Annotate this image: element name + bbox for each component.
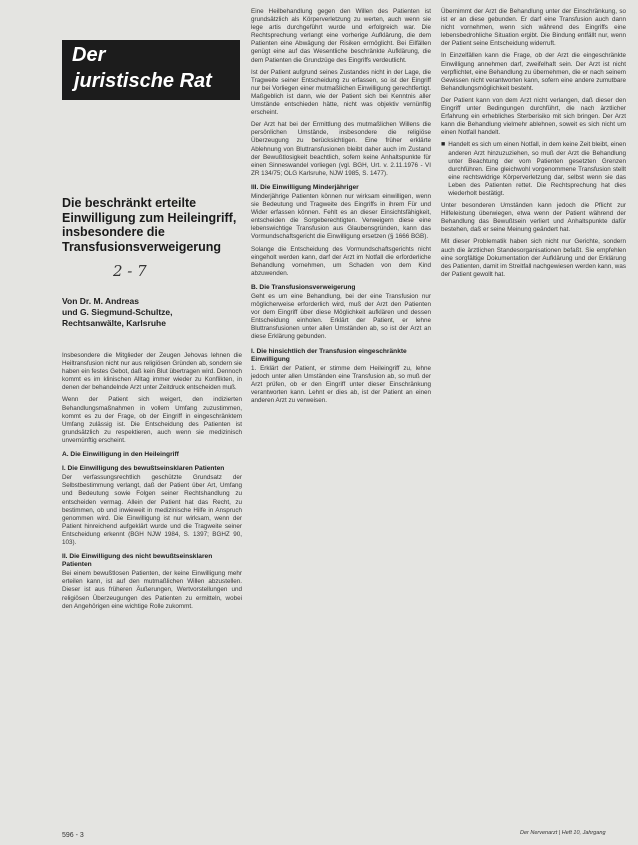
intro-paragraph: Wenn der Patient sich weigert, den indizierten Behandlungsmaßnahmen in vollem Umfang zuzustimmen, kommt es zu der Frage, ob der Eingriff in eingeschränktem Umfang zulässig ist. Die Entscheidung des Patienten ist grundsätzlich zu respektieren, auch wenn sie medizinisch unvernünftig erscheint. <box>62 396 242 444</box>
subsection-heading: III. Die Einwilligung Minderjähriger <box>251 183 359 191</box>
body-paragraph: Geht es um eine Behandlung, bei der eine Transfusion nur möglicherweise erforderlich wird, muß der Arzt den Patienten vor dem Eingriff über diese Möglichkeit aufklären und dessen Entscheidung einholen. Erklärt der Patient, er lehne Bluttransfusionen unter allen Umständen ab, so ist der Arzt an diese Erklärung gebunden. <box>251 293 431 341</box>
body-paragraph: Bei einem bewußtlosen Patienten, der keine Einwilligung mehr erteilen kann, ist auf den mutmaßlichen Willen abzustellen. Dieser ist aus früheren Äußerungen, Wertvorstellungen und religiösen Überzeugungen des Patienten zu ermitteln, wobei den Angehörigen eine wichtige Rolle zukommt. <box>62 570 242 610</box>
bullet-icon: ■ <box>441 141 446 149</box>
column-2-body <box>251 8 431 409</box>
authors <box>62 296 244 329</box>
subsection-heading: II. Die Einwilligung des nicht bewußtseinsklaren Patienten <box>62 553 213 569</box>
body-paragraph: Unter besonderen Umständen kann jedoch die Pflicht zur Hilfeleistung überwiegen, etwa wenn der Patient während der Behandlung das Bewußtsein verliert und Anhaltspunkte dafür bestehen, daß er seine Meinung geändert hat. <box>441 202 626 234</box>
section-heading: B. Die Transfusionsverweigerung <box>251 283 356 291</box>
author-line: Rechtsanwälte, Karlsruhe <box>62 318 166 328</box>
column-3-body <box>441 8 626 283</box>
subsection-heading: I. Die Einwilligung des bewußtseinsklaren Patienten <box>62 465 225 473</box>
body-paragraph: Eine Heilbehandlung gegen den Willen des Patienten ist grundsätzlich als Körperverletzung zu werten, auch wenn sie lege artis durchgeführt wurde und erfolgreich war. Die Rechtsprechung verlangt eine vorherige Aufklärung, die dem Patienten eine Abwägung der Risiken ermöglicht. Bei Eilfällen genügt eine auf das Wesentliche beschränkte Aufklärung, die dem Patienten die Grundzüge des Eingriffs verdeutlicht. <box>251 8 431 64</box>
journal-footer: Der Nervenarzt | Heft 10, Jahrgang <box>520 830 606 836</box>
author-line: und G. Siegmund-Schultze, <box>62 307 173 317</box>
body-paragraph: Solange die Entscheidung des Vormundschaftsgerichts nicht eingeholt werden kann, darf der Arzt im Notfall die erforderliche Behandlung vornehmen, um Schaden von dem Kind abzuwenden. <box>251 245 431 277</box>
intro-paragraph: Insbesondere die Mitglieder der Zeugen Jehovas lehnen die Heiltransfusion nicht nur aus religiösen Gründen ab, sondern sie haben ein festes Gebot, daß kein Blut übertragen wird. Dennoch kommt es im klinischen Alltag immer wieder zu Konflikten, in denen der behandelnde Arzt unter Zeitdruck entscheiden muß. <box>62 352 242 392</box>
bullet-paragraph <box>441 141 626 202</box>
body-paragraph: In Einzelfällen kann die Frage, ob der Arzt die eingeschränkte Einwilligung annehmen darf, zweifelhaft sein. Der Arzt ist nicht verpflichtet, eine Behandlung zu übernehmen, die er nach seinem Gewissen nicht verantworten kann, sofern eine andere zumutbare Behandlungsmöglichkeit besteht. <box>441 52 626 92</box>
body-paragraph: Handelt es sich um einen Notfall, in dem keine Zeit bleibt, einen anderen Arzt hinzuzuziehen, so muß der Arzt die Behandlung unter Beachtung der vom Patienten gesetzten Grenzen durchführen. Eine gleichwohl vorgenommene Transfusion stellt eine rechtswidrige Körperverletzung dar, selbst wenn sie das Leben des Patienten rettet. Die Rechtsprechung hat dies wiederholt bestätigt. <box>448 141 626 197</box>
banner-line-2: juristische Rat <box>74 70 212 92</box>
body-paragraph: Ist der Patient aufgrund seines Zustandes nicht in der Lage, die Tragweite seiner Entscheidung zu erfassen, so ist der Eingriff nur bei Vorliegen einer mutmaßlichen Einwilligung gerechtfertigt. Maßgeblich ist dann, wie der Patient sich bei Kenntnis aller Umstände entschieden hätte, nicht was objektiv vernünftig erscheint. <box>251 68 431 117</box>
body-paragraph: Der Arzt hat bei der Ermittlung des mutmaßlichen Willens die persönlichen Umstände, insbesondere die religiöse Überzeugung zu berücksichtigen. Eine früher erklärte Ablehnung von Bluttransfusionen bleibt daher auch im Zustand der Bewußtlosigkeit beachtlich, sofern keine Anhaltspunkte für einen Sinneswandel vorliegen (vgl. BGH, Urt. v. 2.11.1976 - VI ZR 134/75; OLG Karlsruhe, NJW 1985, S. 1477). <box>251 121 431 177</box>
body-paragraph: 1. Erklärt der Patient, er stimme dem Heileingriff zu, lehne jedoch unter allen Umständen eine Transfusion ab, so muß der Arzt prüfen, ob er den Eingriff unter dieser Einschränkung verantworten kann. Lehnt er dies ab, ist der Patient an einen anderen Arzt zu verweisen. <box>251 364 431 405</box>
column-banner <box>62 40 240 100</box>
column-1-body <box>62 352 242 615</box>
subsection-heading: I. Die hinsichtlich der Transfusion eingeschränkte Einwilligung <box>251 347 407 363</box>
body-paragraph: Übernimmt der Arzt die Behandlung unter der Einschränkung, so ist er an diese gebunden. Er darf eine Transfusion auch dann nicht vornehmen, wenn sich während des Eingriffs eine lebensbedrohliche Situation ergibt. Die Bindung entfällt nur, wenn der Patient seine Entscheidung widerruft. <box>441 8 626 48</box>
article-title: Die beschränkt erteilte Einwilligung zum Heileingriff, insbesondere die Transfusionsverweigerung <box>62 196 237 254</box>
section-heading: A. Die Einwilligung in den Heileingriff <box>62 451 179 459</box>
handwritten-note: 2 - 7 <box>113 262 147 280</box>
body-paragraph: Minderjährige Patienten können nur wirksam einwilligen, wenn sie Bedeutung und Tragweite des Eingriffs in ihrem Für und Wider erfassen können. Fehlt es an dieser Einsichtsfähigkeit, entscheiden die Sorgeberechtigten. Verweigern diese eine lebenswichtige Transfusion aus Glaubensgründen, kann das Vormundschaftsgericht die Einwilligung ersetzen (§ 1666 BGB). <box>251 192 431 241</box>
banner-line-1: Der <box>72 44 106 66</box>
page-number: 596 - 3 <box>62 832 84 839</box>
body-paragraph: Mit dieser Problematik haben sich nicht nur Gerichte, sondern auch die ärztlichen Standesorganisationen befaßt. Sie empfehlen eine sorgfältige Dokumentation der Aufklärung und der Erklärung des Patienten, damit im Streitfall nachgewiesen werden kann, was der Patient gewollt hat. <box>441 238 626 278</box>
body-paragraph: Der verfassungsrechtlich geschützte Grundsatz der Selbstbestimmung verlangt, daß der Patient über Art, Umfang und Bedeutung sowie Folgen seiner Rechtshandlung zu entscheiden vermag. Allein der Patient hat das Recht, zu bestimmen, ob und inwieweit in medizinische Hilfe in Anspruch genommen wird. Die Einwilligung ist nur wirksam, wenn der Patient hinreichend aufgeklärt wurde und die Tragweite seiner Entscheidung erkennt (BGH NJW 1984, S. 1397; BGHZ 90, 103). <box>62 474 242 546</box>
author-line: Von Dr. M. Andreas <box>62 296 139 306</box>
body-paragraph: Der Patient kann von dem Arzt nicht verlangen, daß dieser den Eingriff unter Bedingungen durchführt, die nach ärztlicher Erfahrung ein erhebliches Sterberisiko mit sich bringen. Der Arzt kann die Behandlung vielmehr ablehnen, soweit es sich nicht um einen Notfall handelt. <box>441 96 626 137</box>
